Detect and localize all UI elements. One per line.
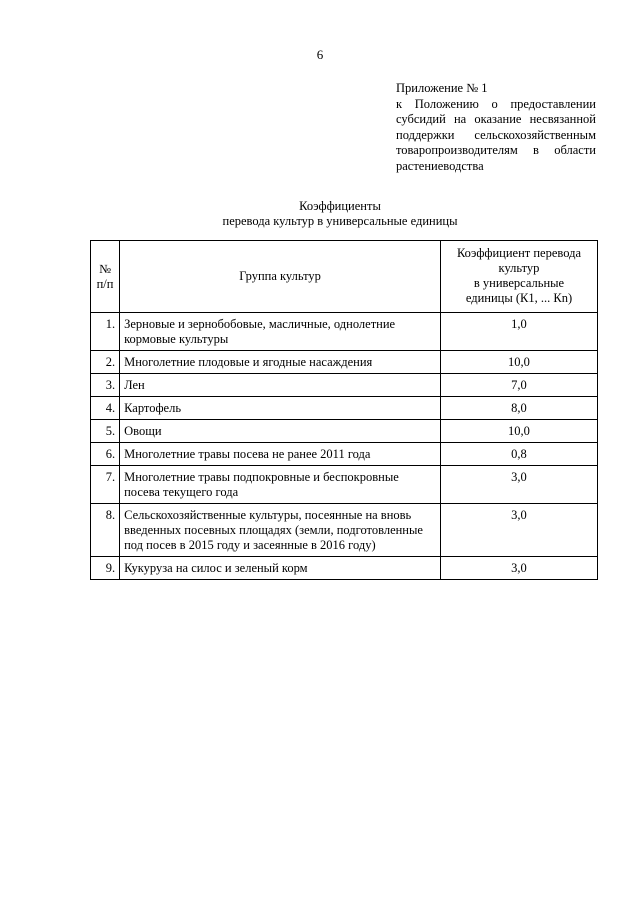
table-row — [91, 351, 598, 374]
table-row — [91, 397, 598, 420]
row-crop-group: Лен — [120, 374, 441, 397]
table-row — [91, 313, 598, 351]
appendix-line-5: товаропроизводителям в области — [396, 143, 596, 157]
table-row — [91, 504, 598, 557]
header-coef: Коэффициент перевода культур в универсальные единицы (К1, ... Кn) — [440, 241, 597, 313]
row-number: 6. — [91, 443, 120, 466]
row-coefficient: 0,8 — [440, 443, 597, 466]
table-header-row — [91, 241, 598, 313]
row-number: 7. — [91, 466, 120, 504]
row-coefficient: 1,0 — [440, 313, 597, 351]
appendix-line-2: к Положению о предоставлении — [396, 96, 596, 111]
table-row — [91, 420, 598, 443]
header-num: № п/п — [91, 241, 120, 313]
row-crop-group: Кукуруза на силос и зеленый корм — [120, 557, 441, 580]
table-row — [91, 374, 598, 397]
appendix-line-4: поддержки сельскохозяйственным — [396, 127, 596, 142]
appendix-line-1: Приложение № 1 — [396, 81, 488, 95]
row-coefficient: 3,0 — [440, 466, 597, 504]
row-crop-group: Сельскохозяйственные культуры, посеянные на вновь введенных посевных площадях (земли, подготовленные под посев в 2015 году и засеянные в 2016 году) — [120, 504, 441, 557]
row-crop-group: Зерновые и зернобобовые, масличные, однолетние кормовые культуры — [120, 313, 441, 351]
row-number: 4. — [91, 397, 120, 420]
row-crop-group: Овощи — [120, 420, 441, 443]
row-coefficient: 10,0 — [440, 351, 597, 374]
appendix-line-3: субсидий на оказание несвязанной — [396, 112, 596, 126]
row-crop-group: Картофель — [120, 397, 441, 420]
table-row — [91, 466, 598, 504]
row-number: 2. — [91, 351, 120, 374]
table-body — [91, 313, 598, 580]
row-number: 9. — [91, 557, 120, 580]
row-coefficient: 10,0 — [440, 420, 597, 443]
page-number: 6 — [316, 47, 324, 62]
title-line-2: перевода культур в универсальные единицы — [222, 213, 458, 228]
row-crop-group: Многолетние плодовые и ягодные насаждения — [120, 351, 441, 374]
coefficients-table — [90, 240, 598, 580]
row-number: 1. — [91, 313, 120, 351]
row-coefficient: 3,0 — [440, 504, 597, 557]
row-coefficient: 8,0 — [440, 397, 597, 420]
appendix-line-6: растениеводства — [396, 158, 484, 173]
document-title — [0, 199, 640, 228]
row-number: 3. — [91, 374, 120, 397]
table-row — [91, 443, 598, 466]
row-coefficient: 3,0 — [440, 557, 597, 580]
row-number: 5. — [91, 420, 120, 443]
table-row — [91, 557, 598, 580]
appendix-block — [396, 81, 596, 174]
row-number: 8. — [91, 504, 120, 557]
header-group: Группа культур — [120, 241, 441, 313]
row-coefficient: 7,0 — [440, 374, 597, 397]
row-crop-group: Многолетние травы посева не ранее 2011 года — [120, 443, 441, 466]
title-line-1: Коэффициенты — [299, 199, 381, 213]
row-crop-group: Многолетние травы подпокровные и беспокровные посева текущего года — [120, 466, 441, 504]
